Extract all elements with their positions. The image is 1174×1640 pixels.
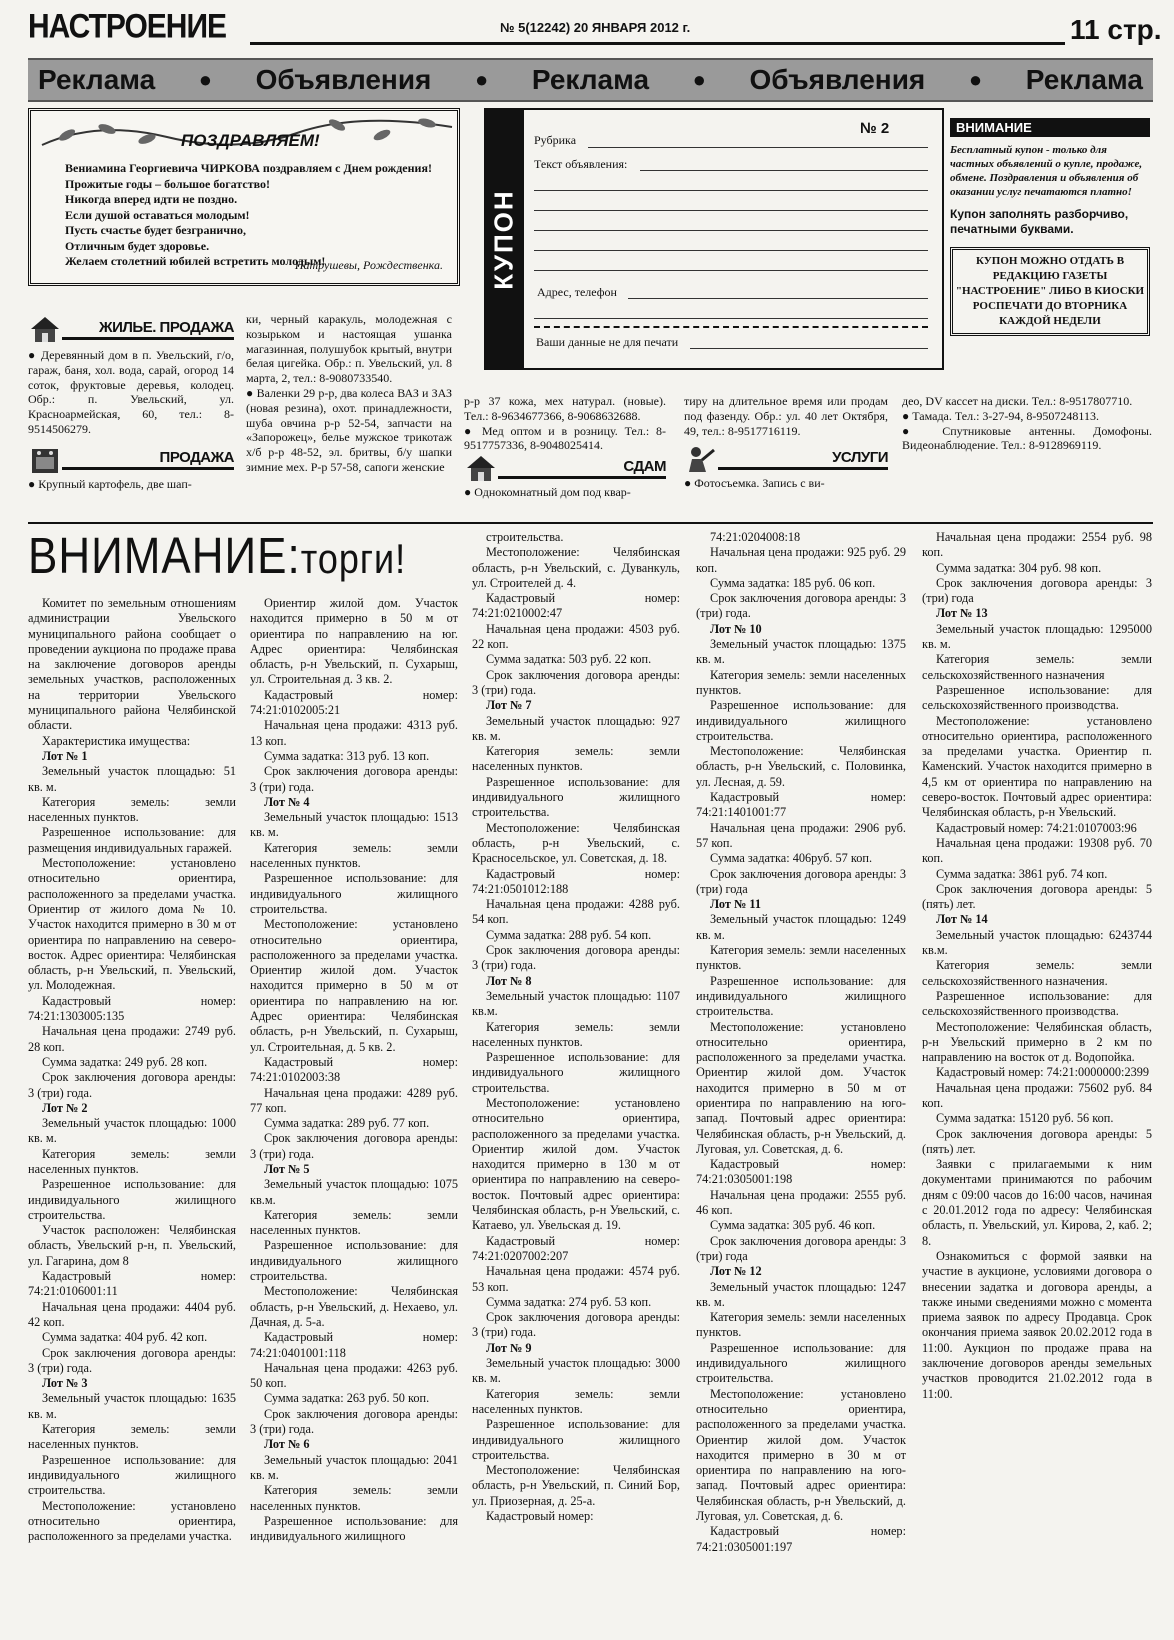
ad-text: р-р 37 кожа, мех натурал. (новые). Тел.: 8-9634677366, 8-9068632688. (464, 394, 666, 423)
auction-paragraph: Разрешенное использование: для индивидуального жилищного строительства. (696, 973, 906, 1019)
auction-paragraph: Сумма задатка: 404 руб. 42 коп. (42, 1330, 208, 1345)
auction-paragraph: Начальная цена продажи: 4289 руб. 77 коп. (250, 1085, 458, 1115)
ad-text: ● Мед оптом и в розницу. Тел.: 8-9517757336, 8-9048025414. (464, 423, 666, 453)
coupon-number: № 2 (860, 120, 890, 137)
auction-paragraph: Начальная цена продажи: 19308 руб. 70 коп. (922, 835, 1152, 866)
auction-title-sub: торги! (300, 534, 407, 583)
auction-paragraph: Сумма задатка: 304 руб. 98 коп. (936, 560, 1102, 575)
auction-paragraph: Местоположение: Челябинская область, р-н Увельский, п. Синий Бор, ул. Приозерная, д. 25-а. (472, 1463, 680, 1508)
auction-paragraph: Срок заключения договора аренды: 3 (три) года (696, 866, 906, 896)
classifieds-col-5 (902, 394, 1152, 453)
auction-paragraph: Кадастровый номер: 74:21:0305001:198 (696, 1157, 906, 1187)
housing-heading: ЖИЛЬЕ. ПРОДАЖА (62, 319, 234, 340)
auction-paragraph: Категория земель: земли населенных пунктов. (696, 667, 906, 697)
auction-paragraph: Категория земель: земли населенных пунктов. (28, 794, 236, 825)
text-field-line[interactable] (534, 270, 928, 271)
auction-paragraph: строительства. (486, 530, 564, 544)
ad-text: ки, черный каракуль, молодежная с козырьком и настоящая ушанка магазинная, полушубок крытый, внутри белая цигейка. Обр.: п. Увельский, ул. 8 марта, 2, тел.: 8-9080733540. (246, 312, 452, 386)
text-field-line[interactable] (534, 210, 928, 211)
congrats-line: Отличным будет здоровье. (65, 238, 210, 253)
section-header (28, 449, 234, 471)
auction-paragraph: Кадастровый номер: 74:21:0501012:188 (472, 866, 680, 896)
auction-paragraph: 74:21:0204008:18 (710, 530, 801, 544)
auction-paragraph: Земельный участок площадью: 1375 кв. м. (696, 637, 906, 667)
ad-text: ● Фотосъемка. Запись с ви- (684, 476, 825, 491)
auction-paragraph: Кадастровый номер: 74:21:0106001:11 (28, 1269, 236, 1299)
bullet-icon: ● (692, 67, 706, 92)
masthead-rule (250, 42, 1065, 45)
auction-paragraph: Местоположение: установлено относительно ориентира, расположенного за пределами участка. (28, 1498, 236, 1544)
auction-paragraph: Категория земель: земли населенных пунктов. (250, 1483, 458, 1513)
auction-paragraph: Начальная цена продажи: 4288 руб. 54 коп. (472, 897, 680, 927)
auction-paragraph: Характеристика имущества: (42, 733, 191, 748)
auction-paragraph: Начальная цена продажи: 2906 руб. 57 коп. (696, 820, 906, 850)
auction-paragraph: Разрешенное использование: для индивидуального жилищного строительства. (472, 1417, 680, 1462)
auction-paragraph: Сумма задатка: 185 руб. 06 коп. (710, 575, 876, 590)
auction-paragraph: Земельный участок площадью: 3000 кв. м. (472, 1356, 680, 1386)
auction-paragraph: Местоположение: Челябинская область, р-н Увельский, д. Нехаево, ул. Дачная, д. 5-а. (250, 1284, 458, 1329)
auction-paragraph: Сумма задатка: 406руб. 57 коп. (710, 851, 873, 866)
congrats-line: Если душой оставаться молодым! (65, 207, 250, 222)
lot-heading: Лот № 4 (264, 794, 310, 809)
auction-paragraph: Земельный участок площадью: 1249 кв. м. (696, 912, 906, 942)
auction-paragraph: Кадастровый номер: 74:21:0210002:47 (472, 591, 680, 621)
auction-paragraph: Срок заключения договора аренды: 5 (пять) лет. (922, 1126, 1152, 1156)
congrats-line: Вениамина Георгиевича ЧИРКОВА поздравляем с Днем рождения! (65, 161, 432, 175)
auction-paragraph: Местоположение: установлено относительно ориентира, расположенного за пределами участка. Ориентир жилой дом. Участок находится примерно в 130 м от ориентира по направлению на северо-восток. Почтовый адрес ориентира: Челябинская область, р-н Увельский, с. Катаево, ул. Увельская д. 19. (472, 1095, 680, 1233)
private-field[interactable] (690, 348, 928, 349)
attention-block (950, 118, 1150, 336)
auction-paragraph: Сумма задатка: 263 руб. 50 коп. (264, 1391, 430, 1406)
text-field-line[interactable] (640, 170, 928, 171)
auction-paragraph: Категория земель: земли населенных пунктов. (250, 840, 458, 871)
text-label: Текст объявления: (534, 157, 628, 171)
ad-text: ● Тамада. Тел.: 3-27-94, 8-9507248113. (902, 408, 1099, 423)
address-field[interactable] (534, 318, 928, 319)
auction-col-5 (922, 530, 1152, 1402)
lot-heading: Лот № 3 (42, 1376, 88, 1391)
auction-paragraph: Местоположение: Челябинская область, р-н Увельский, с. Половинка, ул. Лесная, д. 59. (696, 744, 906, 789)
worker-icon (684, 444, 718, 474)
auction-paragraph: Начальная цена продажи: 75602 руб. 84 коп. (922, 1080, 1152, 1110)
auction-paragraph: Категория земель: земли сельскохозяйственного назначения. (922, 958, 1152, 988)
auction-paragraph: Участок расположен: Челябинская область, Увельский р-н, п. Увельский, ул. Гагарина, дом 8 (28, 1223, 236, 1268)
auction-title-main: ВНИМАНИЕ: (28, 528, 301, 585)
ad-text: ● Крупный картофель, две шап- (28, 476, 192, 491)
auction-paragraph: Категория земель: земли населенных пунктов. (472, 1386, 680, 1416)
coupon-side-label: КУПОН (484, 108, 524, 370)
auction-paragraph: Земельный участок площадью: 2041 кв. м. (250, 1452, 458, 1482)
page-number: 11 стр. (1070, 14, 1162, 45)
banner-word: Реклама (38, 64, 156, 95)
lot-heading: Лот № 9 (486, 1340, 532, 1355)
auction-paragraph: Кадастровый номер: 74:21:0305001:197 (696, 1524, 906, 1554)
congrats-line: Желаем столетний юбилей встретить молодым! (65, 254, 326, 268)
lot-heading: Лот № 6 (264, 1437, 310, 1452)
auction-paragraph: Земельный участок площадью: 1075 кв.м. (250, 1177, 458, 1207)
auction-paragraph: Срок заключения договора аренды: 3 (три) года. (472, 1310, 680, 1340)
auction-paragraph: Разрешенное использование: для сельскохозяйственного производства. (922, 988, 1152, 1019)
auction-title (28, 528, 406, 586)
congrats-line: Пусть счастье будет безгранично, (65, 223, 246, 237)
auction-paragraph: Начальная цена продажи: 925 руб. 29 коп. (696, 545, 906, 575)
bullet-icon: ● (968, 67, 983, 92)
auction-paragraph: Кадастровый номер: 74:21:1401001:77 (696, 790, 906, 820)
auction-paragraph: Разрешенное использование: для размещения индивидуальных гаражей. (28, 825, 236, 855)
classifieds-col-3 (464, 394, 666, 500)
banner-word: Реклама (1025, 64, 1143, 95)
auction-paragraph: Срок заключения договора аренды: 3 (три) года. (28, 1345, 236, 1375)
bullet-icon: ● (198, 67, 213, 92)
auction-paragraph: Срок заключения договора аренды: 5 (пять) лет. (922, 881, 1152, 912)
auction-paragraph: Категория земель: земли населенных пунктов. (472, 1019, 680, 1049)
lot-heading: Лот № 11 (710, 897, 762, 912)
stove-icon (28, 445, 62, 475)
auction-paragraph: Сумма задатка: 289 руб. 77 коп. (264, 1116, 430, 1131)
classifieds-col-4 (684, 394, 888, 491)
auction-paragraph: Местоположение: Челябинская область, р-н Увельский, с. Дуванкуль, ул. Строителей д. 4. (472, 545, 680, 590)
auction-paragraph: Земельный участок площадью: 1107 кв.м. (472, 988, 680, 1019)
auction-col-3 (472, 530, 680, 1524)
rubric-label: Рубрика (534, 133, 577, 147)
lot-heading: Лот № 1 (42, 748, 88, 763)
auction-paragraph: Срок заключения договора аренды: 3 (три) года. (250, 1406, 458, 1437)
auction-paragraph: Начальная цена продажи: 4313 руб. 13 коп. (250, 718, 458, 748)
issue-number: № 5(12242) 20 ЯНВАРЯ 2012 г. (500, 20, 691, 35)
lot-heading: Лот № 7 (486, 698, 532, 713)
banner-word: Объявления (749, 64, 926, 95)
auction-paragraph: Срок заключения договора аренды: 3 (три) года. (28, 1070, 236, 1100)
auction-paragraph: Категория земель: земли населенных пунктов. (472, 744, 680, 774)
auction-paragraph: Начальная цена продажи: 2555 руб. 46 коп. (696, 1187, 906, 1218)
attention-heading: ВНИМАНИЕ (950, 118, 1150, 137)
auction-paragraph: Местоположение: Челябинская область, р-н Увельский, с. Красносельское, ул. Советская, д. 18. (472, 820, 680, 866)
bullet-icon: ● (474, 67, 489, 92)
auction-paragraph: Начальная цена продажи: 4263 руб. 50 коп. (250, 1360, 458, 1391)
auction-paragraph: Местоположение: установлено относительно ориентира, расположенного за пределами участка. Ориентир жилой дом. Участок находится примерно в 50 м от ориентира по направлению на юг. Адрес ориентира: Челябинская область, р-н Увельский, п. Сухарыш, ул. Строительная, д. 5 кв. 2. (250, 917, 458, 1054)
auction-paragraph: Заявки с прилагаемыми к ним документами принимаются по рабочим дням с 09:00 часов до 16:00 часов, начиная с 20.01.2012 года по адресу: Челябинская область, п. Увельский, ул. Кирова, 2, каб. 2; 8. (922, 1157, 1152, 1248)
cut-line (534, 326, 928, 328)
lot-heading: Лот № 8 (486, 973, 532, 988)
auction-paragraph: Категория земель: земли населенных пунктов. (696, 943, 906, 973)
auction-paragraph: Кадастровый номер: 74:21:0401001:118 (250, 1330, 458, 1360)
auction-paragraph: Сумма задатка: 288 руб. 54 коп. (486, 927, 652, 942)
banner-word: Реклама (531, 64, 650, 95)
ad-text: део, DV кассет на диски. Тел.: 8-9517807710. (902, 394, 1133, 408)
ad-text: ● Спутниковые антенны. Домофоны. Видеонаблюдение. Тел.: 8-9128969119. (902, 423, 1152, 453)
auction-paragraph: Земельный участок площадью: 6243744 кв.м. (922, 927, 1152, 958)
section-divider (28, 522, 1153, 524)
auction-paragraph: Земельный участок площадью: 1000 кв. м. (28, 1116, 236, 1146)
auction-paragraph: Сумма задатка: 305 руб. 46 коп. (710, 1218, 876, 1233)
auction-paragraph: Ориентир жилой дом. Участок находится примерно в 50 м от ориентира по направлению на юг. Адрес ориентира: Челябинская область, р-н Увельский, п. Сухарыш, ул. Строительная д. 3 кв. 2. (250, 596, 458, 687)
auction-paragraph: Разрешенное использование: для индивидуального жилищного строительства. (28, 1452, 236, 1498)
rubric-field[interactable] (588, 147, 928, 148)
text-field-line[interactable] (534, 230, 928, 231)
auction-paragraph: Местоположение: установлено относительно ориентира, расположенного за пределами участка. Ориентир жилой дом. Участок находится примерно в 50 м от ориентира по направлению на юго-запад. Почтовый адрес ориентира: Челябинская область, р-н Увельский, д. Луговая, ул. Советская, д. 6. (696, 1019, 906, 1156)
auction-paragraph: Сумма задатка: 3861 руб. 74 коп. (936, 866, 1108, 881)
auction-paragraph: Срок заключения договора аренды: 3 (три) года. (250, 1131, 458, 1161)
attention-text: Бесплатный купон - только для частных объявлений о купле, продаже, обмене. Поздравления и объявления об оказании услуг печатаются платно! (950, 144, 1143, 198)
auction-paragraph: Категория земель: земли населенных пунктов. (250, 1207, 458, 1238)
congrats-signature: Патрушевы, Рождественка. (294, 258, 443, 272)
congrats-box (28, 108, 460, 286)
auction-paragraph: Начальная цена продажи: 4503 руб. 22 коп. (472, 621, 680, 652)
congrats-line: Никогда вперед идти не поздно. (65, 192, 238, 206)
lot-heading: Лот № 12 (710, 1264, 762, 1279)
auction-paragraph: Сумма задатка: 15120 руб. 56 коп. (936, 1111, 1114, 1126)
auction-paragraph: Ознакомиться с формой заявки на участие в аукционе, условиями договора о внесении задатка и договора аренды, а также иными сведениями можно с момента приема заявок по адресу Продавца. Срок окончания приема заявок 20.02.2012 года в 11:00. Аукцион по продаже права на заключение договоров аренды земельных участков проводится 21.02.2012 года в 11:00. (922, 1248, 1152, 1401)
congrats-text (65, 161, 432, 270)
masthead-title: НАСТРОЕНИЕ (28, 7, 227, 46)
section-header (684, 448, 888, 470)
auction-paragraph: Сумма задатка: 274 руб. 53 коп. (486, 1294, 652, 1309)
auction-paragraph: Местоположение: установлено относительно ориентира, расположенного за пределами участка. Ориентир п. Каменский. Участок находится примерно в 4,5 км от ориентира по направлению на северо-восток. Почтовый адрес ориентира: Челябинская область, р-н Увельский. (922, 713, 1152, 820)
auction-paragraph: Сумма задатка: 249 руб. 28 коп. (42, 1054, 208, 1069)
auction-paragraph: Земельный участок площадью: 1295000 кв. м. (922, 621, 1152, 652)
auction-paragraph: Местоположение: установлено относительно ориентира, расположенного за пределами участка. Ориентир жилой дом. Участок находится примерно в 30 м от ориентира по направлению на юго-запад. Почтовый адрес ориентира: Челябинская область, р-н Увельский, д. Луговая, ул. Советская, д. 6. (696, 1386, 906, 1523)
auction-paragraph: Разрешенное использование: для индивидуального жилищного строительства. (28, 1177, 236, 1222)
ad-text: ● Однокомнатный дом под квар- (464, 485, 631, 500)
auction-paragraph: Срок заключения договора аренды: 3 (три) года. (696, 591, 906, 621)
auction-col-2 (250, 596, 458, 1544)
congrats-line: Прожитые годы – большое богатство! (65, 176, 271, 191)
lot-heading: Лот № 2 (42, 1100, 88, 1115)
section-header (464, 457, 666, 479)
auction-paragraph: Земельный участок площадью: 51 кв. м. (28, 764, 236, 794)
auction-paragraph: Начальная цена продажи: 2749 руб. 28 коп. (28, 1024, 236, 1054)
auction-paragraph: Категория земель: земли населенных пунктов. (28, 1146, 236, 1176)
auction-paragraph: Разрешенное использование: для индивидуального жилищного (250, 1513, 458, 1544)
address-label: Адрес, телефон (537, 285, 617, 299)
house-icon (464, 453, 498, 483)
text-field-line[interactable] (534, 250, 928, 251)
classifieds-col-1 (28, 318, 234, 492)
rent-heading: СДАМ (498, 458, 666, 479)
auction-paragraph: Разрешенное использование: для индивидуального жилищного строительства. (696, 698, 906, 743)
auction-paragraph: Разрешенное использование: для индивидуального жилищного строительства. (472, 774, 680, 820)
auction-paragraph: Категория земель: земли сельскохозяйственного назначения (922, 652, 1152, 682)
lot-heading: Лот № 14 (936, 912, 988, 927)
banner-word: Объявления (255, 64, 432, 95)
auction-paragraph: Кадастровый номер: 74:21:0107003:96 (936, 820, 1137, 835)
auction-col-4 (696, 530, 906, 1555)
auction-paragraph: Срок заключения договора аренды: 3 (три) года (696, 1233, 906, 1263)
auction-paragraph: Срок заключения договора аренды: 3 (три) года. (472, 943, 680, 973)
auction-paragraph: Разрешенное использование: для индивидуального жилищного строительства. (250, 1238, 458, 1284)
auction-paragraph: Кадастровый номер: 74:21:0102003:38 (250, 1054, 458, 1085)
auction-paragraph: Срок заключения договора аренды: 3 (три) года. (472, 667, 680, 697)
sale-heading: ПРОДАЖА (62, 449, 234, 470)
auction-paragraph: Кадастровый номер: 74:21:0207002:207 (472, 1233, 680, 1263)
lot-heading: Лот № 10 (710, 621, 762, 636)
auction-paragraph: Разрешенное использование: для сельскохозяйственного производства. (922, 682, 1152, 713)
auction-paragraph: Начальная цена продажи: 4574 руб. 53 коп. (472, 1264, 680, 1294)
auction-col-1 (28, 596, 236, 1544)
lot-heading: Лот № 13 (936, 606, 988, 621)
auction-paragraph: Земельный участок площадью: 1247 кв. м. (696, 1279, 906, 1309)
auction-paragraph: Земельный участок площадью: 1635 кв. м. (28, 1391, 236, 1421)
auction-paragraph: Сумма задатка: 503 руб. 22 коп. (486, 652, 652, 667)
lot-heading: Лот № 5 (264, 1161, 310, 1176)
text-field-line[interactable] (534, 190, 928, 191)
auction-paragraph: Разрешенное использование: для индивидуального жилищного строительства. (472, 1050, 680, 1095)
auction-paragraph: Кадастровый номер: (486, 1509, 594, 1523)
auction-paragraph: Земельный участок площадью: 927 кв. м. (472, 713, 680, 743)
auction-paragraph: Категория земель: земли населенных пунктов. (696, 1310, 906, 1340)
private-label: Ваши данные не для печати (536, 335, 679, 349)
attention-fill-note: Купон заполнять разборчиво, печатными буквами. (950, 207, 1129, 236)
auction-paragraph: Категория земель: земли населенных пунктов. (28, 1422, 236, 1452)
ad-text: ● Деревянный дом в п. Увельский, г/о, гараж, баня, хол. вода, сарай, огород 14 соток, фруктовые деревья, колодец. Обр.: п. Увельский, ул. Красноармейская, 60, тел.: 8-9514506279. (28, 348, 234, 436)
address-field[interactable] (628, 298, 928, 299)
auction-paragraph: Земельный участок площадью: 1513 кв. м. (250, 810, 458, 840)
section-header (28, 318, 234, 340)
auction-paragraph: Местоположение: Челябинская область, р-н Увельский примерно в 2 км по направлению на восток от д. Водопойка. (922, 1019, 1152, 1065)
attention-box: КУПОН МОЖНО ОТДАТЬ В РЕДАКЦИЮ ГАЗЕТЫ "НАСТРОЕНИЕ" ЛИБО В КИОСКИ РОСПЕЧАТИ ДО ВТОРНИКА КАЖДОЙ НЕДЕЛИ (950, 247, 1150, 336)
auction-paragraph: Начальная цена продажи: 4404 руб. 42 коп. (28, 1299, 236, 1329)
services-heading: УСЛУГИ (718, 449, 888, 470)
auction-paragraph: Сумма задатка: 313 руб. 13 коп. (264, 748, 430, 763)
section-banner (28, 58, 1153, 102)
auction-paragraph: Разрешенное использование: для индивидуального жилищного строительства. (250, 871, 458, 916)
congrats-heading: ПОЗДРАВЛЯЕМ! (181, 131, 320, 150)
auction-paragraph: Комитет по земельным отношениям администрации Увельского муниципального района сообщает о проведении аукциона по продаже права на заключение договоров аренды земельных участков, расположенных на территории Увельского муниципального района Челябинской области. (28, 596, 237, 733)
auction-paragraph: Разрешенное использование: для индивидуального жилищного строительства. (696, 1340, 906, 1386)
classifieds-col-2 (246, 312, 452, 475)
auction-paragraph: Кадастровый номер: 74:21:0102005:21 (250, 687, 458, 718)
auction-paragraph: Срок заключения договора аренды: 3 (три) года. (250, 764, 458, 794)
auction-paragraph: Срок заключения договора аренды: 3 (три) года (922, 575, 1152, 606)
ad-text: тиру на длительное время или продам под фазенду. Обр.: ул. 40 лет Октября, 49, тел.: 8-9517716119. (684, 394, 888, 438)
house-icon (28, 314, 62, 344)
auction-paragraph: Кадастровый номер: 74:21:1303005:135 (28, 993, 236, 1024)
auction-paragraph: Местоположение: установлено относительно ориентира, расположенного за пределами участка. Ориентир от жилого дома № 10. Участок находится примерно в 30 м от ориентира по направлению на северо-восток. Адрес ориентира: Челябинская область, р-н Увельский, п. Увельский, ул. Молодежная. (28, 856, 236, 993)
auction-paragraph: Начальная цена продажи: 2554 руб. 98 коп. (922, 530, 1152, 560)
ad-text: ● Валенки 29 р-р, два колеса ВАЗ и ЗАЗ (новая резина), охот. принадлежности, шуба овчина р-р 52-54, запчасти на «Запорожец», белье мужское трикотаж х/б р-р 48-52, эл. бритвы, б/у шапки зимние мех. Р-р 57-58, сапоги женские (246, 385, 452, 474)
auction-paragraph: Кадастровый номер: 74:21:0000000:2399 (936, 1065, 1150, 1080)
